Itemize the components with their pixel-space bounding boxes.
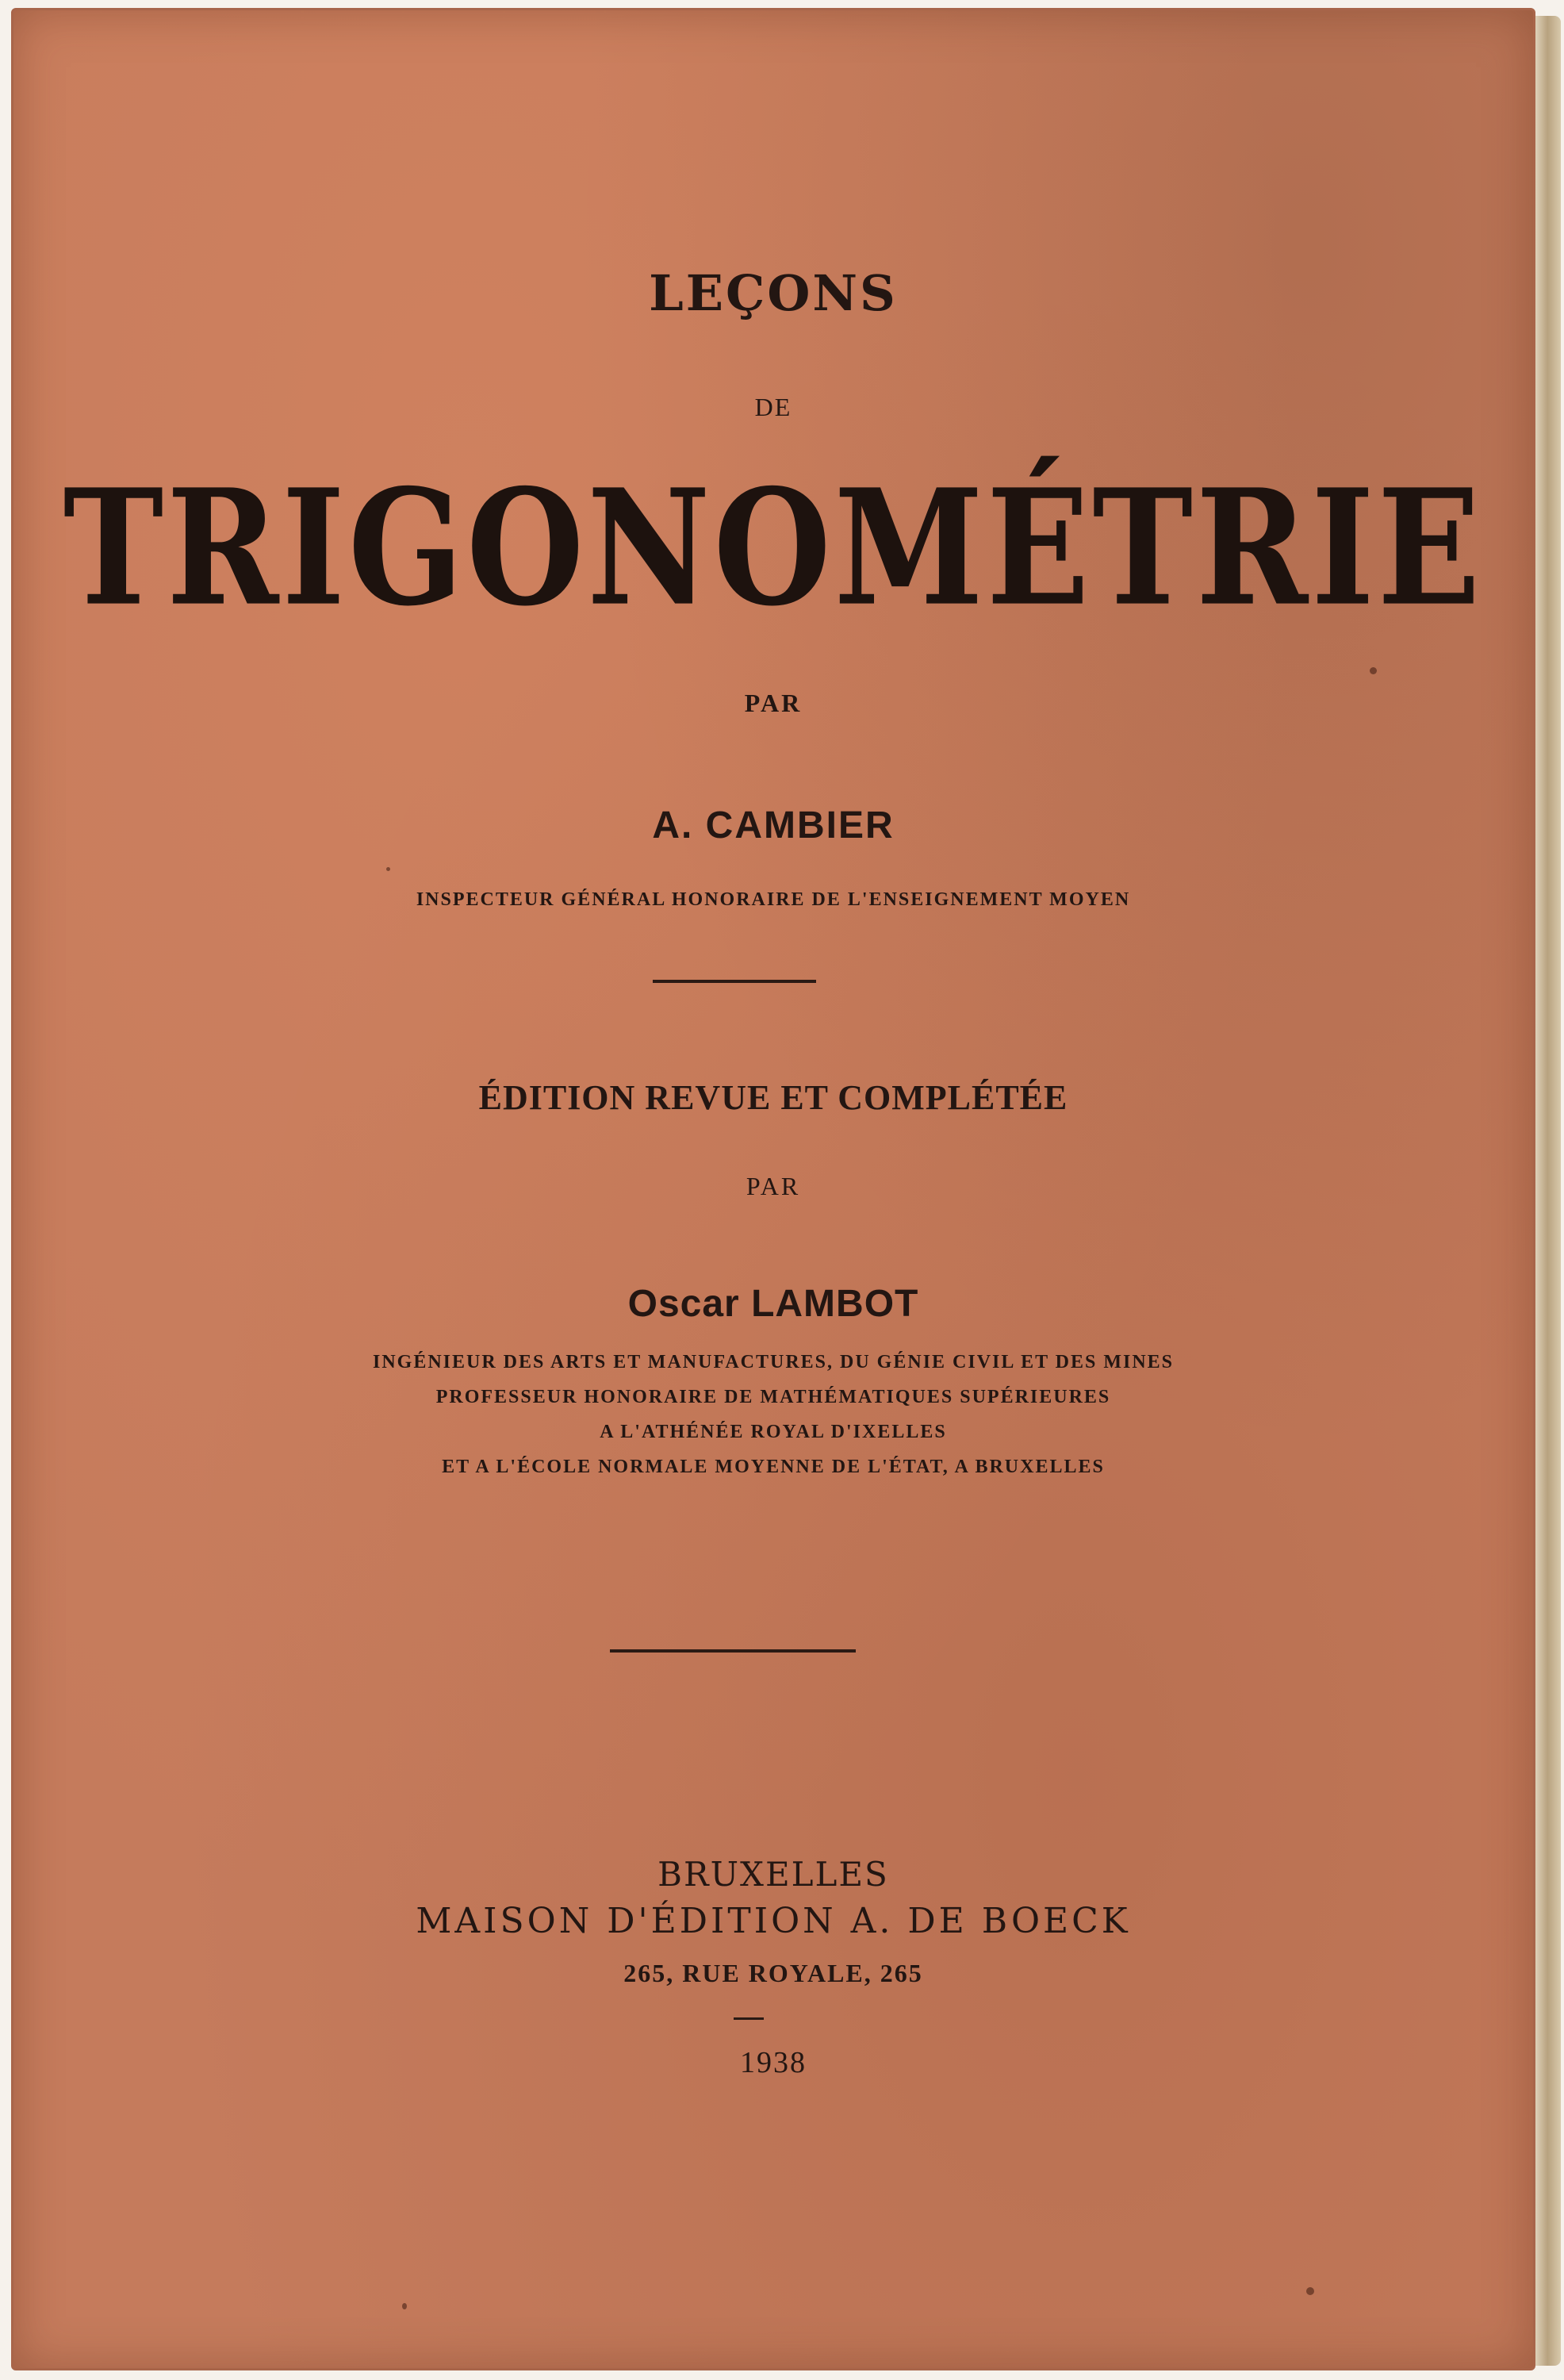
publisher-city: BRUXELLES: [657, 1855, 889, 1894]
year-dash: [734, 2017, 764, 2020]
by-label-2: PAR: [746, 1172, 801, 1200]
reviser-credential-line: PROFESSEUR HONORAIRE DE MATHÉMATIQUES SUPÉRIEURES: [435, 1387, 1111, 1407]
divider-rule-2: [610, 1649, 856, 1653]
publisher-address: 265, RUE ROYALE, 265: [623, 1959, 923, 1987]
cover-speck: [402, 2303, 407, 2309]
book-cover: [11, 8, 1535, 2370]
reviser-name: Oscar LAMBOT: [627, 1283, 919, 1325]
by-label-1: PAR: [744, 689, 803, 717]
author-name: A. CAMBIER: [652, 804, 895, 846]
reviser-credential-line: INGÉNIEUR DES ARTS ET MANUFACTURES, DU GÉNIE CIVIL ET DES MINES: [372, 1352, 1175, 1372]
reviser-credential-line: ET A L'ÉCOLE NORMALE MOYENNE DE L'ÉTAT, A BRUXELLES: [442, 1457, 1105, 1477]
divider-rule-1: [653, 980, 816, 983]
publication-year: 1938: [740, 2046, 807, 2079]
publisher-name: MAISON D'ÉDITION A. DE BOECK: [416, 1901, 1131, 1941]
reviser-credentials: [13, 1345, 1533, 1484]
title-lecons: LEÇONS: [649, 264, 898, 322]
cover-speck: [1306, 2287, 1314, 2295]
cover-speck: [1370, 667, 1377, 674]
edition-note: ÉDITION REVUE ET COMPLÉTÉE: [478, 1078, 1068, 1117]
reviser-credential-line: A L'ATHÉNÉE ROYAL D'IXELLES: [600, 1422, 947, 1442]
cover-speck: [386, 867, 390, 871]
title-de: DE: [754, 393, 792, 421]
author-role: INSPECTEUR GÉNÉRAL HONORAIRE DE L'ENSEIGNEMENT MOYEN: [416, 889, 1131, 910]
main-title: TRIGONOMÉTRIE: [63, 455, 1484, 642]
